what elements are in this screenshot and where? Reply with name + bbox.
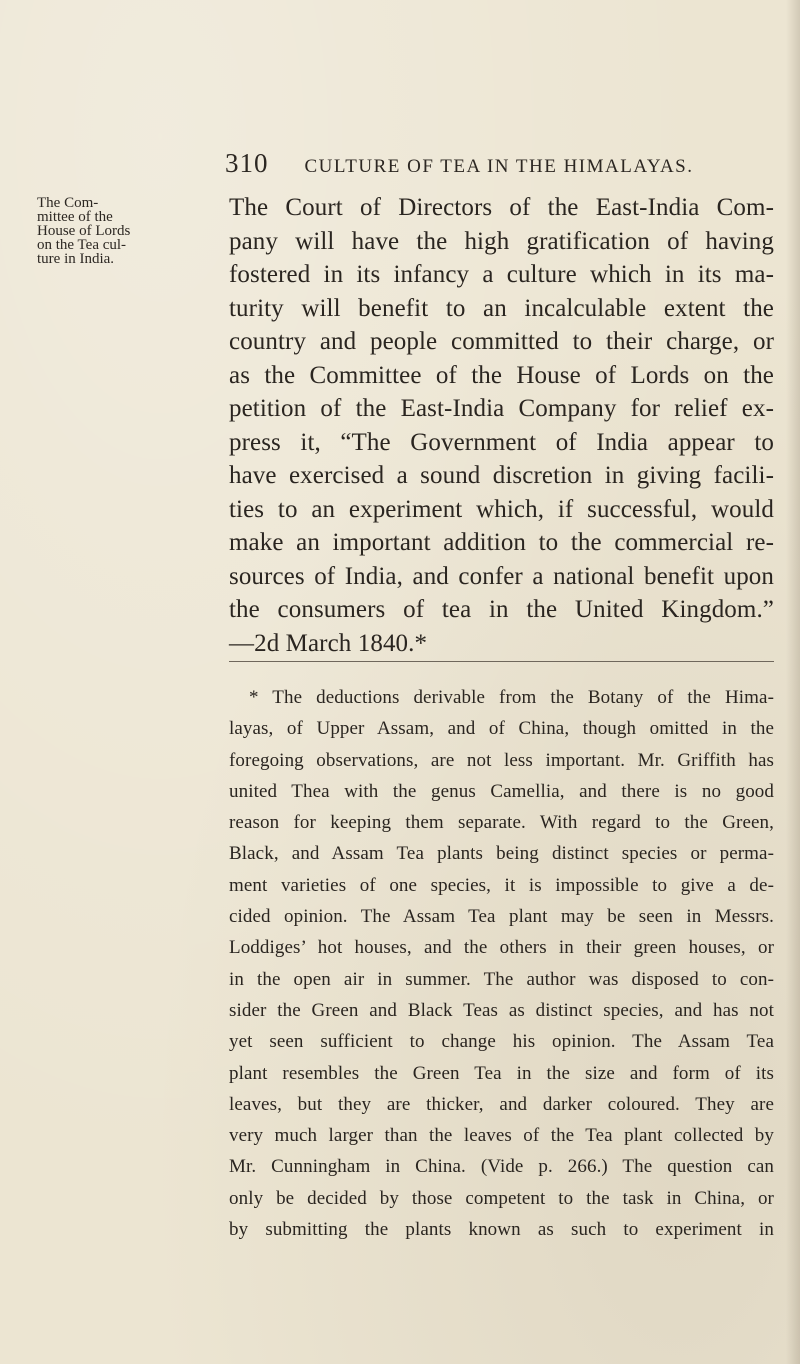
- body-line: country and people committed to their charge, or: [229, 328, 774, 355]
- body-line: as the Committee of the House of Lords on the: [229, 361, 774, 389]
- footnote-line: Loddiges’ hot houses, and the others in their green houses, or: [229, 937, 774, 959]
- footnote-line: ment varieties of one species, it is impossible to give a de-: [229, 874, 774, 896]
- footnote-line: foregoing observations, are not less important. Mr. Griffith has: [229, 749, 774, 771]
- footnote-line: leaves, but they are thicker, and darker coloured. They are: [229, 1093, 774, 1115]
- footnote-line: layas, of Upper Assam, and of China, though omitted in the: [229, 718, 774, 740]
- running-title: CULTURE OF TEA IN THE HIMALAYAS.: [304, 156, 694, 177]
- body-paragraph: [229, 191, 774, 660]
- footnote-line: Black, and Assam Tea plants being distinct species or perma-: [229, 843, 774, 865]
- body-line: turity will benefit to an incalculable extent the: [229, 294, 774, 322]
- page-edge-shadow: [786, 0, 800, 1364]
- footnote-line: reason for keeping them separate. With regard to the Green,: [229, 812, 774, 834]
- sidenote-line: The Com-: [37, 195, 99, 211]
- footnote-line: cided opinion. The Assam Tea plant may be seen in Messrs.: [229, 906, 774, 928]
- footnote-line: * The deductions derivable from the Botany of the Hima-: [249, 687, 774, 708]
- body-line: sources of India, and confer a national benefit upon: [229, 562, 774, 590]
- body-line: The Court of Directors of the East-India Com-: [229, 194, 774, 221]
- page-header: [225, 148, 745, 179]
- margin-sidenote: [37, 196, 137, 266]
- footnote: [229, 682, 774, 1245]
- footnote-line: sider the Green and Black Teas as distinct species, and has not: [229, 999, 774, 1021]
- sidenote-line: on the Tea cul-: [37, 237, 127, 253]
- sidenote-line: ture in India.: [37, 251, 115, 267]
- body-line: —2d March 1840.*: [229, 629, 428, 657]
- body-line: fostered in its infancy a culture which in its ma-: [229, 261, 774, 288]
- sidenote-line: House of Lords: [37, 223, 131, 239]
- footnote-divider: [229, 661, 774, 662]
- body-line: pany will have the high gratification of having: [229, 227, 774, 255]
- body-line: press it, “The Government of India appear to: [229, 428, 774, 456]
- body-line: have exercised a sound discretion in giving facili-: [229, 462, 774, 489]
- body-line: petition of the East-India Company for relief ex-: [229, 395, 774, 422]
- footnote-line: yet seen sufficient to change his opinion. The Assam Tea: [229, 1031, 774, 1053]
- footnote-line: in the open air in summer. The author was disposed to con-: [229, 968, 774, 990]
- page-number: 310: [225, 148, 269, 178]
- body-line: the consumers of tea in the United Kingdom.”: [229, 596, 774, 623]
- footnote-line: united Thea with the genus Camellia, and there is no good: [229, 780, 774, 802]
- footnote-line: by submitting the plants known as such to experiment in: [229, 1219, 774, 1241]
- body-line: make an important addition to the commercial re-: [229, 529, 774, 556]
- sidenote-line: mittee of the: [37, 209, 113, 225]
- footnote-line: very much larger than the leaves of the Tea plant collected by: [229, 1125, 774, 1147]
- footnote-line: only be decided by those competent to the task in China, or: [229, 1187, 774, 1209]
- body-line: ties to an experiment which, if successful, would: [229, 495, 774, 523]
- footnote-line: Mr. Cunningham in China. (Vide p. 266.) The question can: [229, 1156, 774, 1178]
- footnote-line: plant resembles the Green Tea in the size and form of its: [229, 1062, 774, 1084]
